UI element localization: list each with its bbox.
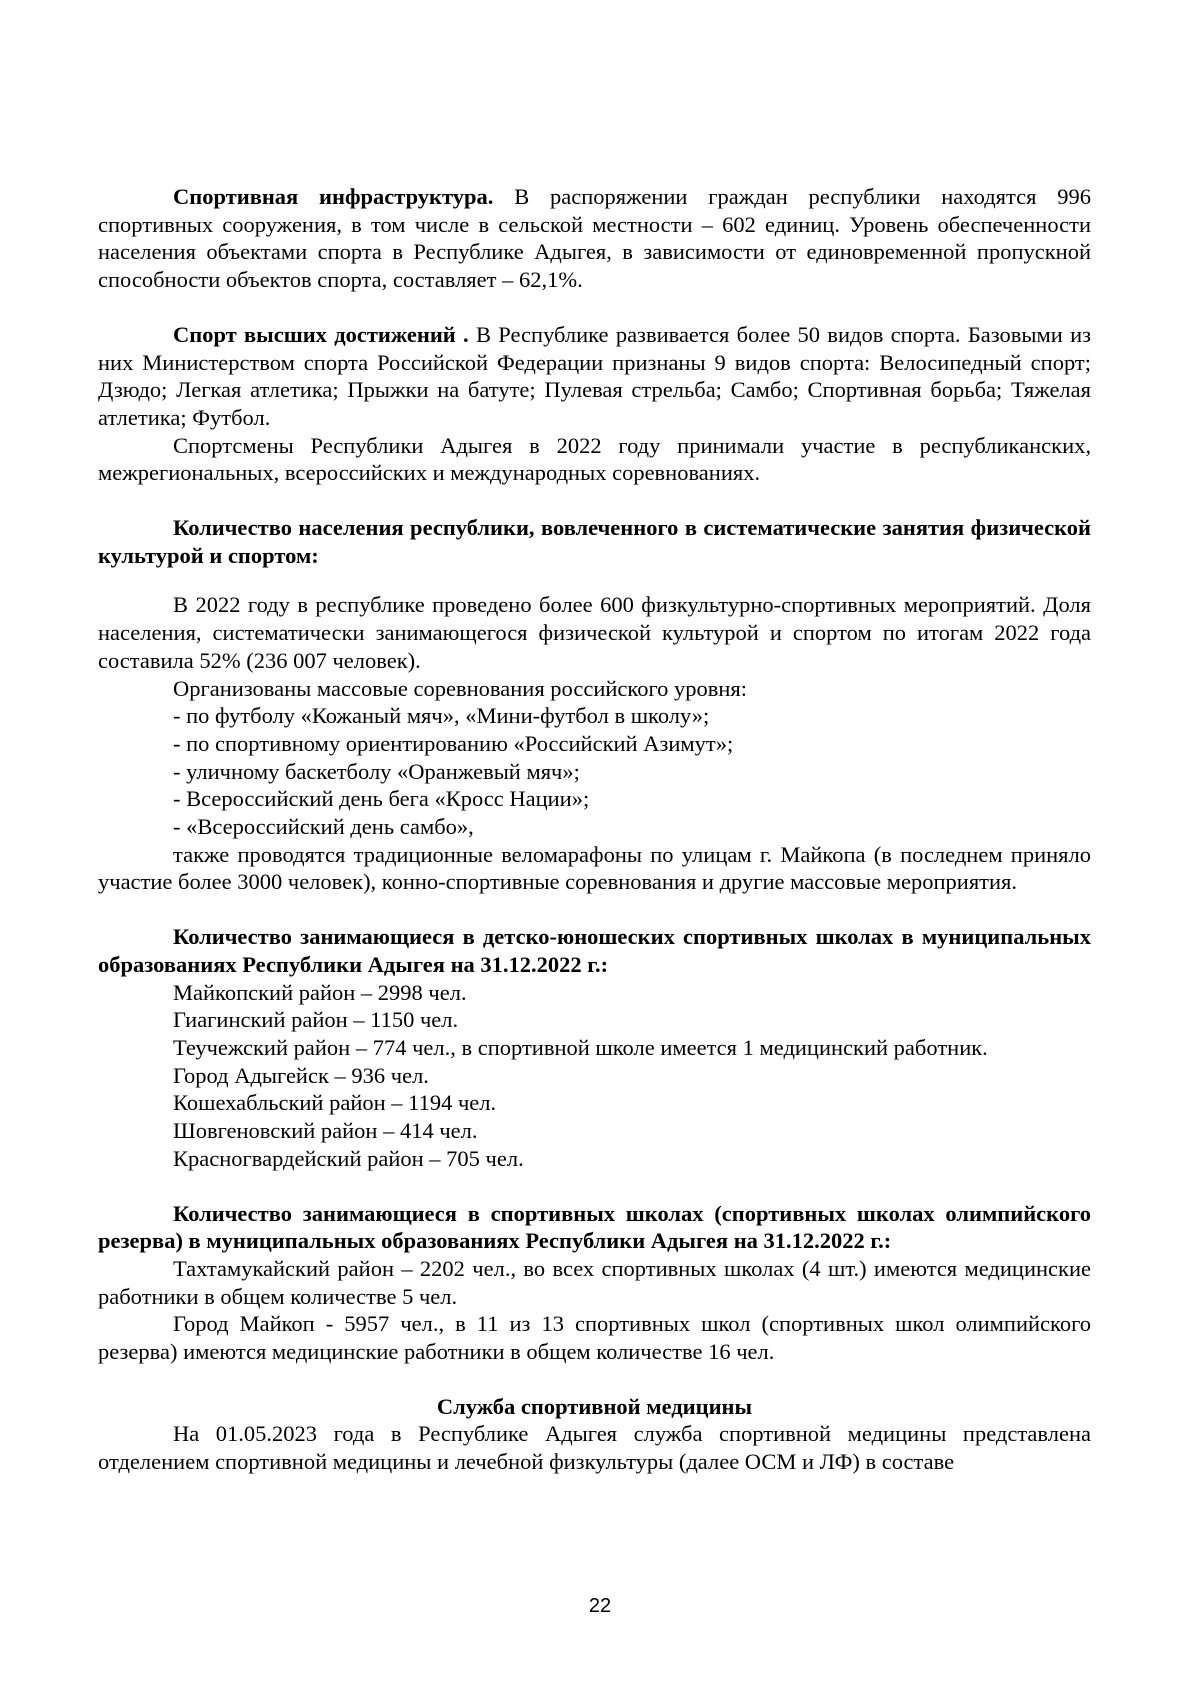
youth-schools-heading: Количество занимающиеся в детско-юношеских спортивных школах в муниципальных образованиях Республики Адыгея на 31.12.2022 г.: bbox=[98, 924, 1091, 977]
high-sport-text: В Республике развивается более 50 видов спорта. Базовыми из них Министерством спорта Российской Федерации признаны 9 видов спорта: Велосипедный спорт; Дзюдо; Легкая атлетика; Прыжки на батуте; Пулевая стрельба; Самбо; Спортивная борьба; Тяжелая атлетика; Футбол. bbox=[98, 321, 1091, 430]
list-item: - «Всероссийский день самбо», bbox=[173, 814, 474, 840]
list-item: Майкопский район – 2998 чел. bbox=[173, 979, 467, 1005]
list-item: Город Адыгейск – 936 чел. bbox=[173, 1062, 429, 1088]
list-item: Теучежский район – 774 чел., в спортивной школе имеется 1 медицинский работник. bbox=[173, 1034, 988, 1060]
sports-medicine-paragraph: На 01.05.2023 года в Республике Адыгея служба спортивной медицины представлена отделением спортивной медицины и лечебной физкультуры (далее ОСМ и ЛФ) в составе bbox=[98, 1421, 1091, 1475]
population-paragraph-1: В 2022 году в республике проведено более 600 физкультурно-спортивных мероприятий. Доля населения, систематически занимающегося физической культурой и спортом по итогам 2022 года составила 52% (236 007 человек). bbox=[98, 592, 1091, 673]
infrastructure-text: В распоряжении граждан республики находятся 996 спортивных сооружения, в том числе в сельской местности – 602 единиц. Уровень обеспеченности населения объектами спорта в Республике Адыгея, в зависимости от единовременной пропускной способности объектов спорта, составляет – 62,1%. bbox=[98, 184, 1091, 293]
list-item: Красногвардейский район – 705 чел. bbox=[173, 1145, 524, 1171]
district-list bbox=[98, 979, 1091, 1173]
olympic-schools-paragraph-1: Тахтамукайский район – 2202 чел., во всех спортивных школах (4 шт.) имеются медицинские работники в общем количестве 5 чел. bbox=[98, 1255, 1091, 1309]
sports-medicine-heading: Служба спортивной медицины bbox=[436, 1393, 753, 1419]
page-content bbox=[98, 183, 1091, 1476]
list-item: - по спортивному ориентированию «Российский Азимут»; bbox=[173, 730, 734, 756]
high-sport-heading: Спорт высших достижений . bbox=[173, 321, 469, 347]
olympic-schools-paragraph-2: Город Майкоп - 5957 чел., в 11 из 13 спортивных школ (спортивных школ олимпийского резерва) имеются медицинские работники в общем количестве 16 чел. bbox=[98, 1311, 1091, 1365]
list-item: - уличному баскетболу «Оранжевый мяч»; bbox=[173, 758, 580, 784]
infrastructure-heading: Спортивная инфраструктура. bbox=[173, 184, 494, 209]
high-sport-paragraph-2: Спортсмены Республики Адыгея в 2022 году принимали участие в республиканских, межрегиональных, всероссийских и международных соревнованиях. bbox=[98, 432, 1091, 486]
page-number: 22 bbox=[588, 1595, 612, 1617]
population-intro: Организованы массовые соревнования российского уровня: bbox=[173, 675, 748, 701]
list-item: Гиагинский район – 1150 чел. bbox=[173, 1007, 459, 1033]
olympic-schools-heading: Количество занимающиеся в спортивных школах (спортивных школах олимпийского резерва) в муниципальных образованиях Республики Адыгея на 31.12.2022 г.: bbox=[98, 1200, 1091, 1254]
list-item: - Всероссийский день бега «Кросс Нации»; bbox=[173, 786, 590, 812]
population-closing: также проводятся традиционные веломарафоны по улицам г. Майкопа (в последнем приняло участие более 3000 человек), конно-спортивные соревнования и другие массовые мероприятия. bbox=[98, 841, 1091, 895]
list-item: Шовгеновский район – 414 чел. bbox=[173, 1118, 478, 1144]
list-item: Кошехабльский район – 1194 чел. bbox=[173, 1090, 497, 1116]
competition-list bbox=[98, 702, 1091, 841]
infrastructure-paragraph bbox=[98, 183, 1091, 294]
population-heading: Количество населения республики, вовлеченного в систематические занятия физической культурой и спортом: bbox=[98, 515, 1091, 568]
list-item: - по футболу «Кожаный мяч», «Мини-футбол в школу»; bbox=[173, 703, 710, 729]
high-sport-paragraph bbox=[98, 321, 1091, 432]
